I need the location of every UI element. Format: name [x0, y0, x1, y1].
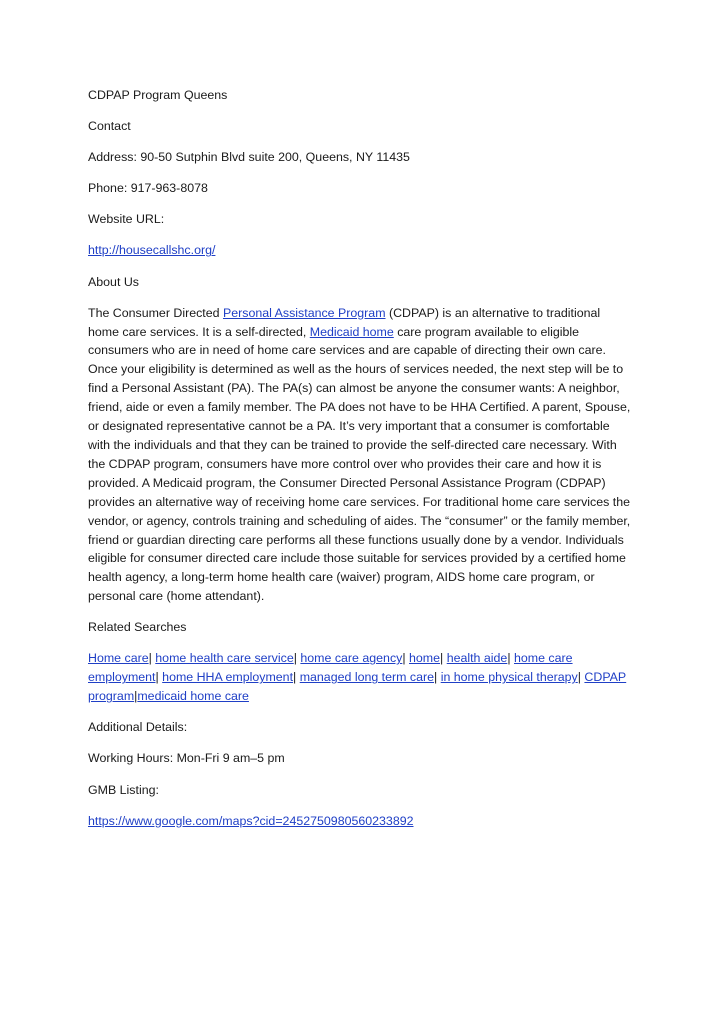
phone-line: Phone: 917-963-8078 — [88, 181, 208, 196]
website-link[interactable]: http://housecallshc.org/ — [88, 243, 216, 258]
doc-title: CDPAP Program Queens — [88, 88, 228, 102]
related-links — [88, 649, 634, 706]
contact-heading: Contact — [88, 119, 131, 134]
related-link-home-care[interactable]: Home care — [88, 651, 149, 666]
link-separator: | — [148, 651, 152, 666]
related-link-in-home-physical-therapy[interactable]: in home physical therapy — [440, 670, 578, 685]
additional-heading: Additional Details: — [88, 720, 188, 735]
link-separator: | — [577, 670, 581, 685]
gmb-label: GMB Listing: — [88, 782, 159, 797]
website-url-line — [88, 241, 634, 260]
about-text-2: (CDPAP) is an alternative to traditional home care services. It is a self-directed, — [88, 305, 601, 339]
about-heading: About Us — [88, 274, 139, 289]
personal-assistance-program-link[interactable]: Personal Assistance Program — [222, 305, 386, 320]
address-line: Address: 90-50 Sutphin Blvd suite 200, Queens, NY 11435 — [88, 150, 410, 165]
about-text-3: care program available to eligible consumers who are in need of home care services and are capable of directing their own care. Once your eligibility is determined as well as the hours of services needed, the next step will be to find a Personal Assistant (PA). The PA(s) can almost be anyone the consumer wants: A neighbor, friend, aide or even a family member. The PA does not have to be HHA Certified. A parent, Spouse, or designated representative cannot be a PA. It’s very important that a consumer is comfortable with the individuals and that they can be trained to provide the self-directed care necessary. With the CDPAP program, consumers have more control over who provides their care and how it is provided. A Medicaid program, the Consumer Directed Personal Assistance Program (CDPAP) provides an alternative way of receiving home care services. For traditional home care services the vendor, or agency, controls training and scheduling of aides. The “consumer” or the family member, friend or guardian directing care performs all these functions usually done by a vendor. Individuals eligible for consumer directed care include those suitable for services provided by a certified home health agency, a long-term home health care (waiver) program, AIDS home care program, or personal care (home attendant). — [88, 324, 631, 604]
link-separator: | — [293, 670, 297, 685]
link-separator: | — [134, 689, 138, 704]
related-heading: Related Searches — [88, 620, 187, 635]
link-separator: | — [507, 651, 511, 666]
link-separator: | — [293, 651, 297, 666]
gmb-listing-link[interactable]: https://www.google.com/maps?cid=2452750980560233892 — [88, 813, 414, 828]
related-link-managed-long-term-care[interactable]: managed long term care — [299, 670, 435, 685]
related-link-home[interactable]: home — [409, 651, 441, 666]
gmb-url-line — [88, 812, 634, 831]
related-link-home-care-agency[interactable]: home care agency — [300, 651, 403, 666]
related-link-medicaid-home-care[interactable]: medicaid home care — [137, 689, 249, 704]
related-link-cdpap-program[interactable]: CDPAP program — [88, 670, 627, 704]
website-label: Website URL: — [88, 212, 165, 227]
about-text-1: The Consumer Directed — [88, 305, 223, 320]
link-separator: | — [440, 651, 444, 666]
link-separator: | — [402, 651, 406, 666]
medicaid-home-link[interactable]: Medicaid home — [309, 324, 394, 339]
link-separator: | — [434, 670, 438, 685]
related-link-home-health-care-service[interactable]: home health care service — [155, 651, 294, 666]
about-paragraph — [88, 304, 634, 607]
related-link-home-hha-employment[interactable]: home HHA employment — [162, 670, 294, 685]
related-link-health-aide[interactable]: health aide — [446, 651, 508, 666]
working-hours-line: Working Hours: Mon-Fri 9 am–5 pm — [88, 751, 285, 766]
link-separator: | — [155, 670, 159, 685]
related-link-home-care-employment[interactable]: home care employment — [88, 651, 573, 685]
